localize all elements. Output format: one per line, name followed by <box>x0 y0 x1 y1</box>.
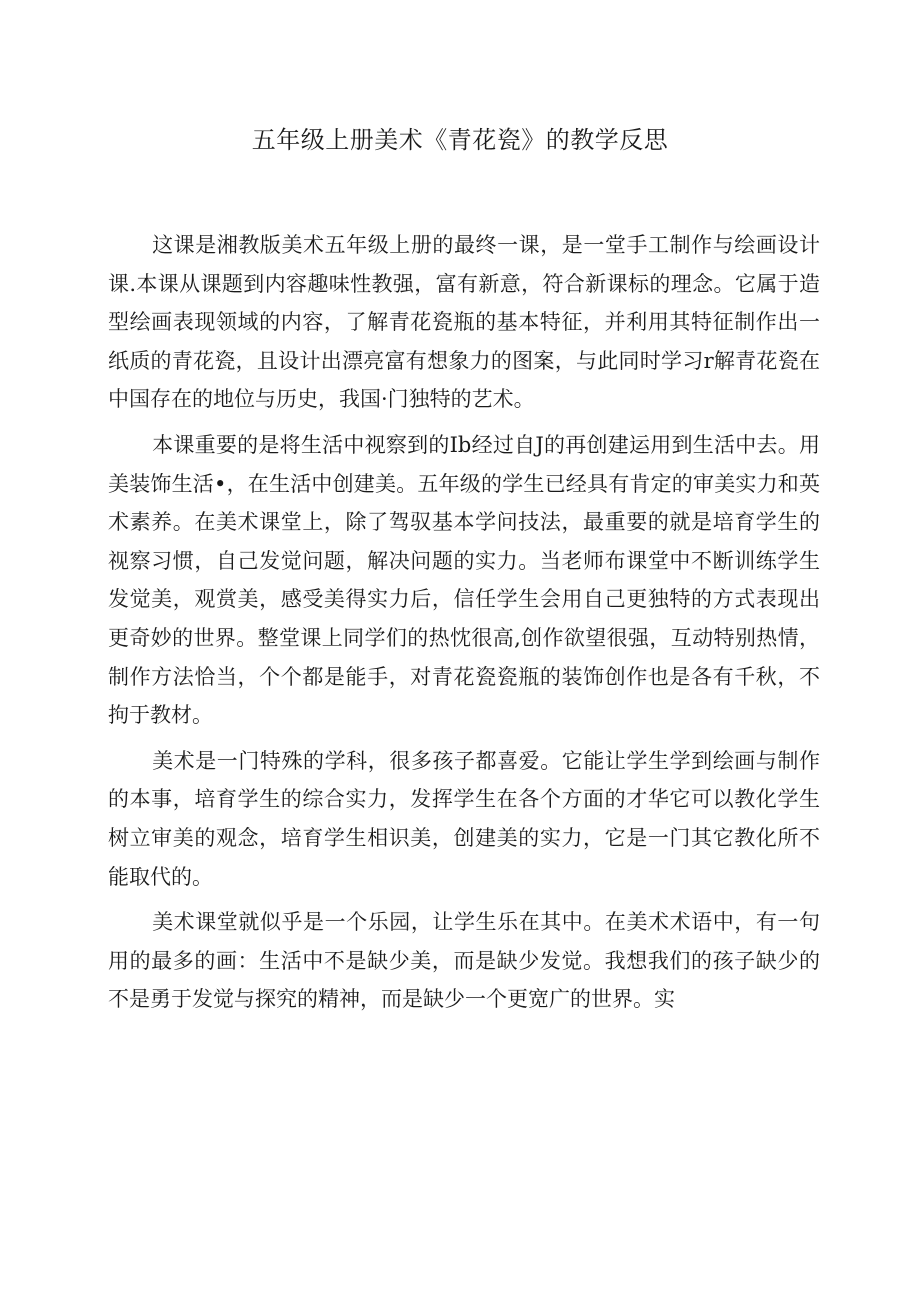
paragraph-2: 本课重要的是将生活中视察到的Ib经过自J的再创建运用到生活中去。用美装饰生活•，在生活中创建美。五年级的学生已经具有肯定的审美实力和英术素养。在美术课堂上，除了驾驭基本学问技法，最重要的就是培育学生的视察习惯，自己发觉问题，解决问题的实力。当老师布课堂中不断训练学生发觉美，观赏美，感受美得实力后，信任学生会用自己更独特的方式表现出更奇妙的世界。整堂课上同学们的热忱很高,创作欲望很强，互动特别热情，制作方法恰当，个个都是能手，对青花瓷瓷瓶的装饰创作也是各有千秋，不拘于教材。 <box>108 432 820 728</box>
paragraph-4: 美术课堂就似乎是一个乐园，让学生乐在其中。在美术术语中，有一句用的最多的画：生活中不是缺少美，而是缺少发觉。我想我们的孩子缺少的不是勇于发觉与探究的精神，而是缺少一个更宽广的世界。实 <box>108 910 820 1012</box>
document-title: 五年级上册美术《青花瓷》的教学反思 <box>251 126 669 154</box>
document-body <box>108 226 820 1026</box>
paragraph-1: 这课是湘教版美术五年级上册的最终一课，是一堂手工制作与绘画设计课.本课从课题到内容趣味性教强，富有新意，符合新课标的理念。它属于造型绘画表现领域的内容，了解青花瓷瓶的基本特征，并利用其特征制作出一纸质的青花瓷，且设计出漂亮富有想象力的图案，与此同时学习r解青花瓷在中国存在的地位与历史，我国·门独特的艺术。 <box>108 233 820 412</box>
paragraph-3: 美术是一门特殊的学科，很多孩子都喜爱。它能让学生学到绘画与制作的本事，培育学生的综合实力，发挥学生在各个方面的才华它可以教化学生树立审美的观念，培育学生相识美，创建美的实力，它是一门其它教化所不能取代的。 <box>108 748 820 889</box>
